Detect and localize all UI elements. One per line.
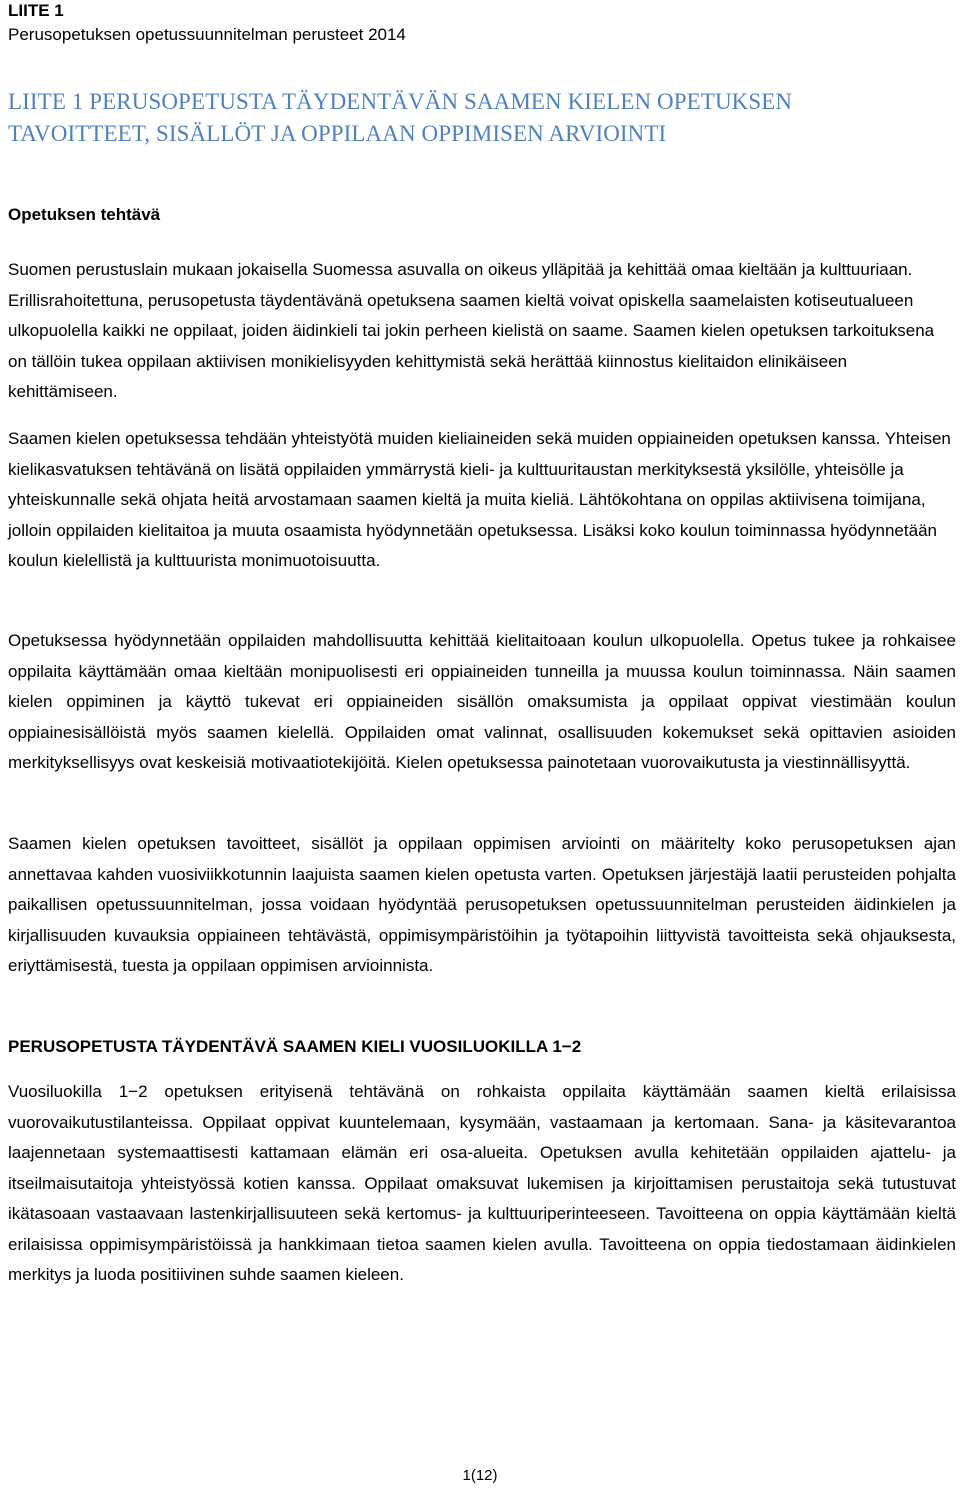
grade-paragraph: Vuosiluokilla 1−2 opetuksen erityisenä tehtävänä on rohkaista oppilaita käyttämään saamen kieltä erilaisissa vuorovaikutustilanteissa. Oppilaat oppivat kuuntelemaan, kysymään, vastaamaan ja kertomaan. Sana- ja käsitevarantoa laajennetaan systemaattisesti kattamaan elämän eri osa-alueita. Opetuksen avulla kehitetään oppilaiden ajattelu- ja itseilmaisutaitoja yhteistyössä kotien kanssa. Oppilaat omaksuvat lukemisen ja kirjoittamisen perustaitoja sekä tutustuvat ikätasoaan vastaavaan lastenkirjallisuuteen sekä kertomus- ja kulttuuriperinteeseen. Tavoitteena on oppia käyttämään kieltä erilaisissa oppimisympäristöissä ja hankkimaan tietoa saamen kielen avulla. Tavoitteena on oppia tiedostamaan äidinkielen merkitys ja luoda positiivinen suhde saamen kieleen.	[8, 1082, 956, 1284]
paragraph-2: Saamen kielen opetuksessa tehdään yhteistyötä muiden kieliaineiden sekä muiden oppiaineiden opetuksen kanssa. Yhteisen kielikasvatuksen tehtävänä on lisätä oppilaiden ymmärrystä kieli- ja kulttuuritaustan merkityksestä yksilölle, yhteisölle ja yhteiskunnalle sekä ohjata heitä arvostamaan saamen kieltä ja muita kieliä. Lähtökohtana on oppilas aktiivisena toimijana, jolloin oppilaiden kielitaitoa ja muuta osaamista hyödynnetään opetuksessa. Lisäksi koko koulun toiminnassa hyödynnetään koulun kielellistä ja kulttuurista monimuotoisuutta.	[8, 429, 951, 570]
appendix-label: LIITE 1	[8, 1, 64, 20]
page-title-line-2: TAVOITTEET, SISÄLLÖT JA OPPILAAN OPPIMISEN ARVIOINTI	[8, 121, 667, 146]
document-header: Perusopetuksen opetussuunnitelman perusteet 2014	[8, 25, 406, 44]
page-title-line-1: LIITE 1 PERUSOPETUSTA TÄYDENTÄVÄN SAAMEN KIELEN OPETUKSEN	[8, 89, 793, 114]
page-title	[8, 86, 948, 150]
paragraph-3: Opetuksessa hyödynnetään oppilaiden mahdollisuutta kehittää kielitaitoaan koulun ulkopuolella. Opetus tukee ja rohkaisee oppilaita käyttämään omaa kieltään monipuolisesti eri oppiaineiden tunneilla ja muussa koulun toiminnassa. Näin saamen kielen oppiminen ja käyttö tukevat eri oppiaineiden sisällön omaksumista ja oppilaat oppivat viestimään koulun oppiainesisällöistä myös saamen kielellä. Oppilaiden omat valinnat, osallisuuden kokemukset sekä opittavien asioiden merkityksellisyys ovat keskeisiä motivaatiotekijöitä. Kielen opetuksessa painotetaan vuorovaikutusta ja viestinnällisyyttä.	[8, 631, 956, 772]
paragraph-1: Suomen perustuslain mukaan jokaisella Suomessa asuvalla on oikeus ylläpitää ja kehittää omaa kieltään ja kulttuuriaan. Erillisrahoitettuna, perusopetusta täydentävänä opetuksena saamen kieltä voivat opiskella saamelaisten kotiseutualueen ulkopuolella kaikki ne oppilaat, joiden äidinkieli tai jokin perheen kielistä on saame. Saamen kielen opetuksen tarkoituksena on tällöin tukea oppilaan aktiivisen monikielisyyden kehittymistä sekä herättää kiinnostus kielitaidon elinikäiseen kehittämiseen.	[8, 260, 935, 401]
section-heading: Opetuksen tehtävä	[8, 205, 161, 224]
page-number: 1(12)	[462, 1467, 498, 1484]
grade-section-heading: PERUSOPETUSTA TÄYDENTÄVÄ SAAMEN KIELI VUOSILUOKILLA 1−2	[8, 1037, 582, 1056]
paragraph-4: Saamen kielen opetuksen tavoitteet, sisällöt ja oppilaan oppimisen arviointi on määritelty koko perusopetuksen ajan annettavaa kahden vuosiviikkotunnin laajuista saamen kielen opetusta varten. Opetuksen järjestäjä laatii perusteiden pohjalta paikallisen opetussuunnitelman, jossa voidaan hyödyntää perusopetuksen opetussuunnitelman perusteiden äidinkielen ja kirjallisuuden kuvauksia oppiaineen tehtävästä, oppimisympäristöihin ja työtapoihin liittyvistä tavoitteista sekä ohjauksesta, eriyttämisestä, tuesta ja oppilaan oppimisen arvioinnista.	[8, 834, 956, 975]
